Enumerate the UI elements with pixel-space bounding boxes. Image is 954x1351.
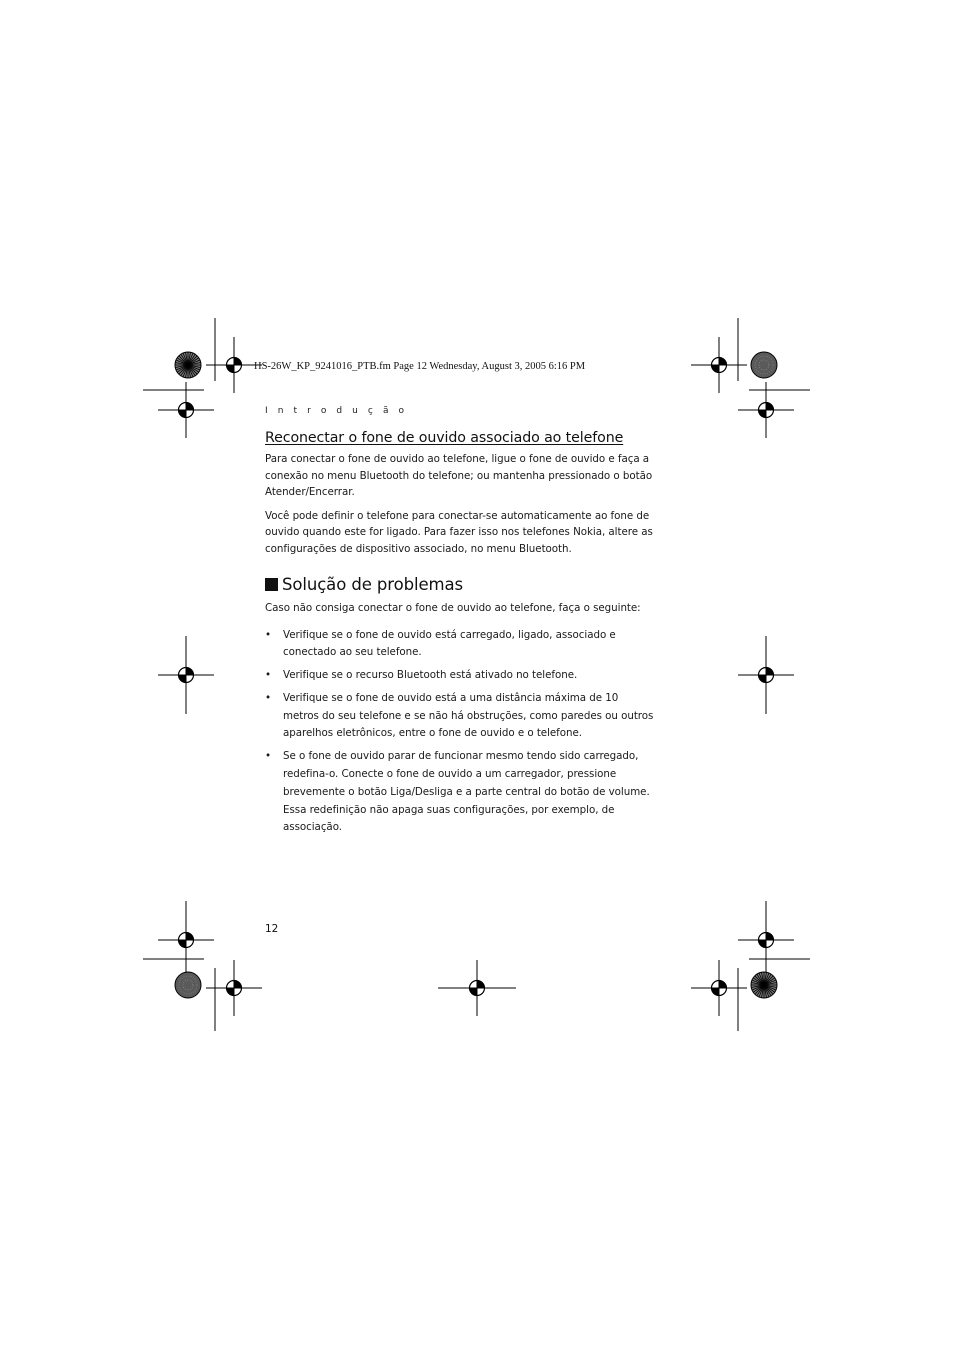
list-item — [265, 690, 655, 743]
reconnect-paragraph-2: Você pode definir o telefone para conectar-se automaticamente ao fone de ouvido quando este for ligado. Para fazer isso nos telefones Nokia, altere as configurações de dispositivo associado, no menu Bluetooth. — [265, 509, 653, 555]
troubleshooting-heading-text: Solução de problemas — [282, 575, 463, 594]
reconnect-heading: Reconectar o fone de ouvido associado ao telefone — [265, 430, 624, 446]
list-item — [265, 748, 655, 837]
troubleshooting-list — [265, 627, 675, 838]
bullet-icon: • — [265, 691, 272, 704]
list-item-text: Verifique se o fone de ouvido está a uma distância máxima de 10 metros do seu telefone e se não há obstruções, como paredes ou outros aparelhos eletrônicos, entre o fone de ouvido e o telefone. — [283, 691, 654, 740]
page-number: 12 — [265, 923, 279, 935]
running-header: I n t r o d u ç ã o — [265, 406, 408, 416]
list-item-text: Se o fone de ouvido parar de funcionar mesmo tendo sido carregado, redefina-o. Conecte o fone de ouvido a um carregador, pressione brevemente o botão Liga/Desliga e a parte central do botão de volume. Essa redefinição não apaga suas configurações, por exemplo, de associação. — [283, 750, 650, 834]
bullet-icon: • — [265, 628, 272, 641]
bullet-icon: • — [265, 669, 272, 682]
bullet-icon: • — [265, 750, 272, 763]
list-item-text: Verifique se o recurso Bluetooth está ativado no telefone. — [283, 669, 578, 682]
page-content — [265, 430, 675, 842]
list-item-text: Verifique se o fone de ouvido está carregado, ligado, associado e conectado ao seu telefone. — [283, 628, 616, 659]
section-square-icon — [265, 578, 278, 591]
reconnect-paragraph-1: Para conectar o fone de ouvido ao telefone, ligue o fone de ouvido e faça a conexão no menu Bluetooth do telefone; ou mantenha pressionado o botão Atender/Encerrar. — [265, 453, 653, 498]
print-slug-line: HS-26W_KP_9241016_PTB.fm Page 12 Wednesday, August 3, 2005 6:16 PM — [254, 361, 586, 372]
troubleshooting-heading — [265, 575, 675, 594]
list-item — [265, 667, 655, 685]
list-item — [265, 627, 655, 663]
troubleshooting-intro: Caso não consiga conectar o fone de ouvido ao telefone, faça o seguinte: — [265, 602, 641, 614]
